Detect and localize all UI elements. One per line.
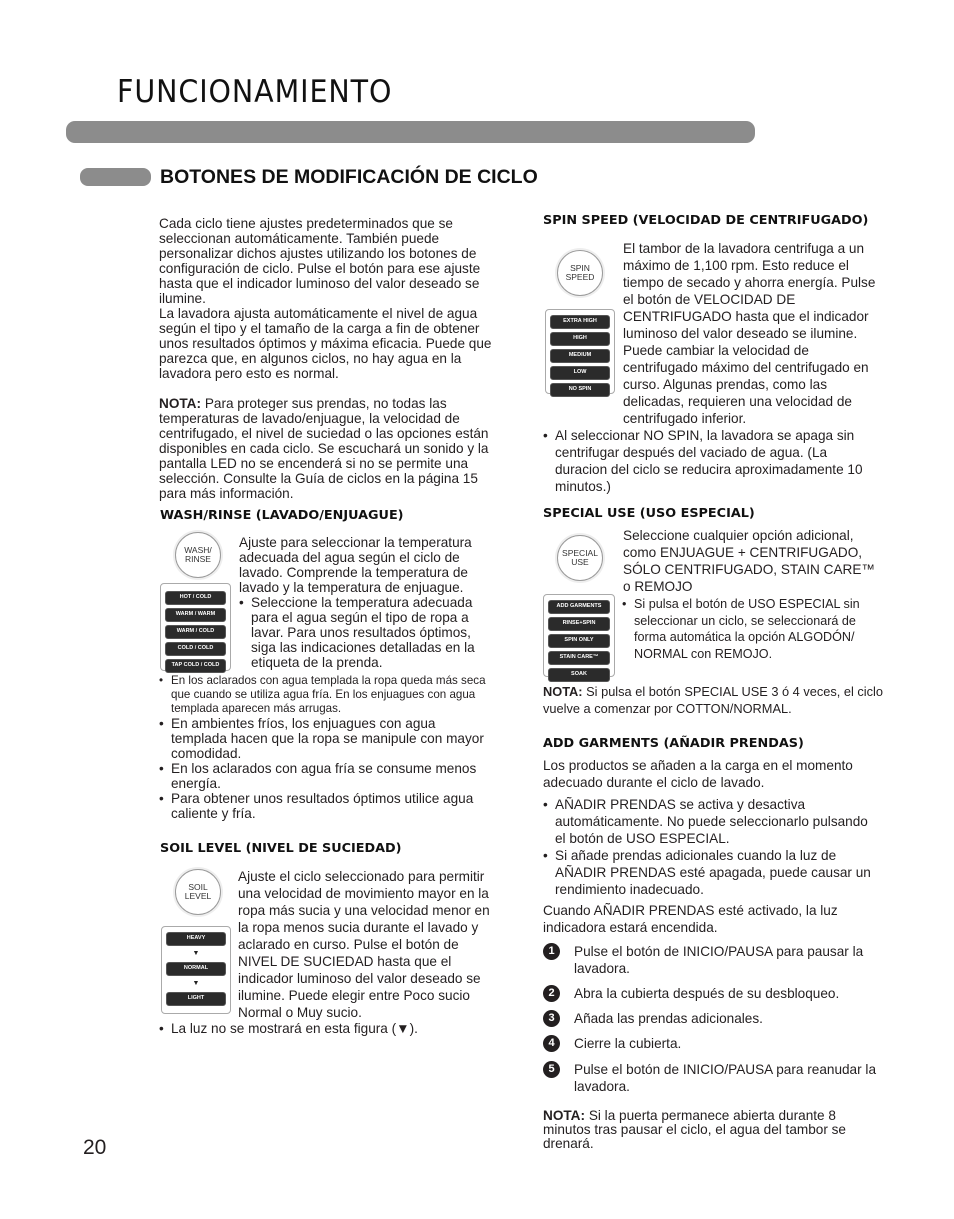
wash-option-warm-warm: WARM / WARM: [165, 608, 226, 622]
step-text: Abra la cubierta después de su desbloqueo.: [574, 986, 840, 1001]
add-garments-active-text: Cuando AÑADIR PRENDAS esté activado, la luz indicadora estará encendida.: [543, 903, 838, 935]
intro-text: [159, 216, 493, 501]
special-use-button[interactable]: [557, 535, 603, 581]
spin-speed-text: El tambor de la lavadora centrifuga a un máximo de 1,100 rpm. Esto reduce el tiempo de secado y ahorra energía. Pulse el botón de VELOCIDAD DE CENTRIFUGADO hasta que el indicador luminoso del valor deseado se ilumine. Puede cambiar la velocidad de centrifugado máximo del centrifugado en curso. Algunas prendas, como las delicadas, requieren una velocidad de centrifugado inferior.: [623, 241, 876, 426]
soil-down-arrow-icon: ▼: [192, 980, 200, 987]
soil-option-normal: NORMAL: [166, 962, 226, 976]
soil-down-arrow-icon: ▼: [192, 950, 200, 957]
intro-paragraph-2: La lavadora ajusta automáticamente el nivel de agua según el tipo y el tamaño de la carga a fin de obtener unos resultados óptimos y máxima eficacia. Puede que parezca que, en algunos ciclos, no hay agua en la lavadora pero esto es normal.: [159, 306, 492, 381]
wash-rinse-bullet-5: • Para obtener unos resultados óptimos utilice agua caliente y fría.: [159, 791, 495, 821]
intro-note: [159, 396, 493, 501]
special-note-label: NOTA:: [543, 684, 583, 699]
wash-rinse-text: Ajuste para seleccionar la temperatura adecuada del agua según el ciclo de lavado. Comprende la temperatura de lavado y la temperatura de enjuague.: [239, 535, 472, 595]
add-garments-heading: ADD GARMENTS (AÑADIR PRENDAS): [543, 736, 804, 751]
spin-option-no-spin: NO SPIN: [550, 383, 610, 397]
wash-option-tap-cold: TAP COLD / COLD: [165, 659, 226, 673]
step-number: 1: [543, 943, 560, 960]
soil-level-heading: SOIL LEVEL (NIVEL DE SUCIEDAD): [160, 841, 402, 856]
soil-level-text: Ajuste el ciclo seleccionado para permitir una velocidad de movimiento mayor en la ropa más sucia y una velocidad menor en la ropa menos sucia durante el lavado y aclarado en curso. Pulse el botón de NIVEL DE SUCIEDAD hasta que el indicador luminoso del valor deseado se ilumine. Puede elegir entre Poco sucio Normal o Muy sucio.: [238, 869, 490, 1020]
section-title: BOTONES DE MODIFICACIÓN DE CICLO: [160, 166, 538, 188]
add-garments-note-text: Si la puerta permanece abierta durante 8 minutos tras pausar el ciclo, el agua del tambor se drenará.: [543, 1108, 846, 1151]
spin-speed-heading: SPIN SPEED (VELOCIDAD DE CENTRIFUGADO): [543, 213, 869, 228]
soil-option-light: LIGHT: [166, 992, 226, 1006]
spin-speed-bullets: [543, 427, 873, 495]
soil-option-heavy: HEAVY: [166, 932, 226, 946]
add-garments-bullets: [543, 796, 873, 898]
special-option-add-garments: ADD GARMENTS: [548, 600, 610, 614]
step-number: 3: [543, 1010, 560, 1027]
spin-speed-button[interactable]: [557, 250, 603, 296]
wash-rinse-bullet-3: • En ambientes fríos, los enjuagues con agua templada hacen que la ropa se manipule con mayor comodidad.: [159, 716, 495, 761]
wash-rinse-bullet-2: • En los aclarados con agua templada la ropa queda más seca que cuando se utiliza agua fría. En los enjuagues con agua templada aparecen más arrugas.: [159, 674, 495, 716]
step-text: Añada las prendas adicionales.: [574, 1011, 763, 1026]
page-title: FUNCIONAMIENTO: [117, 74, 393, 110]
step-number: 5: [543, 1061, 560, 1078]
note-label: NOTA:: [159, 396, 202, 411]
special-note-text: Si pulsa el botón SPECIAL USE 3 ó 4 veces, el ciclo vuelve a comenzar por COTTON/NORMAL.: [543, 684, 883, 716]
special-use-button-label-2: USE: [571, 557, 589, 567]
spin-option-low: LOW: [550, 366, 610, 380]
section-marker: [80, 168, 151, 186]
special-use-bullets: [622, 596, 880, 662]
spin-speed-indicator-panel: [545, 309, 615, 394]
soil-level-button-label-1: SOIL: [188, 882, 208, 892]
soil-level-button[interactable]: [175, 869, 221, 915]
wash-option-hot-cold: HOT / COLD: [165, 591, 226, 605]
wash-rinse-description: [239, 535, 495, 670]
special-use-heading: SPECIAL USE (USO ESPECIAL): [543, 506, 755, 521]
step-text: Cierre la cubierta.: [574, 1036, 682, 1051]
spin-speed-button-label-1: SPIN: [570, 263, 590, 273]
add-garments-note: [543, 1109, 873, 1151]
title-divider-bar: [66, 121, 755, 143]
soil-level-bullet-1: • La luz no se mostrará en esta figura (▼).: [159, 1021, 489, 1036]
step-number: 2: [543, 985, 560, 1002]
wash-rinse-indicator-panel: [160, 583, 231, 671]
soil-level-button-label-2: LEVEL: [184, 891, 212, 901]
wash-rinse-bullets: [159, 674, 495, 821]
wash-rinse-bullet-4: • En los aclarados con agua fría se consume menos energía.: [159, 761, 495, 791]
spin-option-extra-high: EXTRA HIGH: [550, 315, 610, 329]
special-use-indicator-panel: [543, 594, 615, 677]
special-option-soak: SOAK: [548, 668, 610, 682]
step-text: Pulse el botón de INICIO/PAUSA para reanudar la lavadora.: [574, 1062, 877, 1094]
spin-speed-button-label-2: SPEED: [565, 272, 595, 282]
wash-rinse-bullet-1: • Seleccione la temperatura adecuada para el agua según el tipo de ropa a lavar. Para unos resultados óptimos, siga las indicaciones detalladas en la etiqueta de la prenda.: [239, 595, 495, 670]
special-option-rinse-spin: RINSE+SPIN: [548, 617, 610, 631]
add-garments-note-label: NOTA:: [543, 1108, 586, 1123]
special-option-spin-only: SPIN ONLY: [548, 634, 610, 648]
spin-speed-bullet-1: • Al seleccionar NO SPIN, la lavadora se apaga sin centrifugar después del vaciado de agua. (La duracion del ciclo se reducira aproximadamente 10 minutos.): [543, 427, 873, 495]
wash-rinse-button-label-1: WASH/: [184, 545, 212, 555]
add-garments-bullet-1: • AÑADIR PRENDAS se activa y desactiva automáticamente. No puede seleccionarlo pulsando el botón de USO ESPECIAL.: [543, 796, 873, 847]
spin-option-high: HIGH: [550, 332, 610, 346]
wash-rinse-button-label-2: RINSE: [185, 554, 211, 564]
special-use-button-label-1: SPECIAL: [562, 548, 598, 558]
step-text: Pulse el botón de INICIO/PAUSA para pausar la lavadora.: [574, 944, 864, 976]
soil-level-indicator-panel: [161, 926, 231, 1014]
spin-option-medium: MEDIUM: [550, 349, 610, 363]
wash-rinse-heading: WASH/RINSE (LAVADO/ENJUAGUE): [160, 508, 404, 523]
add-garments-intro: Los productos se añaden a la carga en el momento adecuado durante el ciclo de lavado.: [543, 758, 853, 790]
note-text: Para proteger sus prendas, no todas las temperaturas de lavado/enjuague, la velocidad de centrifugado, el nivel de suciedad o las opciones están disponibles en cada ciclo. Se escuchará un sonido y la pantalla LED no se encenderá si no se permite una selección. Consulte la Guía de ciclos en la página 15 para más información.: [159, 396, 489, 501]
intro-paragraph-1: Cada ciclo tiene ajustes predeterminados que se seleccionan automáticamente. También puede personalizar dichos ajustes utilizando los botones de configuración de ciclo. Pulse el botón para ese ajuste hasta que el indicador luminoso del valor deseado se ilumine.: [159, 216, 481, 306]
wash-option-cold-cold: COLD / COLD: [165, 642, 226, 656]
step-number: 4: [543, 1035, 560, 1052]
special-option-stain-care: STAIN CARE™: [548, 651, 610, 665]
wash-option-warm-cold: WARM / COLD: [165, 625, 226, 639]
wash-rinse-button[interactable]: [175, 532, 221, 578]
special-use-text: Seleccione cualquier opción adicional, como ENJUAGUE + CENTRIFUGADO, SÓLO CENTRIFUGADO, STAIN CARE™ o REMOJO: [623, 528, 876, 594]
page-number: 20: [83, 1136, 107, 1159]
special-use-note: [543, 683, 883, 717]
soil-level-bullets: [159, 1021, 489, 1036]
add-garments-bullet-2: • Si añade prendas adicionales cuando la luz de AÑADIR PRENDAS esté apagada, puede causar un rendimiento inadecuado.: [543, 847, 873, 898]
special-use-bullet-1: • Si pulsa el botón de USO ESPECIAL sin seleccionar un ciclo, se seleccionará de forma automática la opción ALGODÓN/ NORMAL con REMOJO.: [622, 596, 880, 662]
